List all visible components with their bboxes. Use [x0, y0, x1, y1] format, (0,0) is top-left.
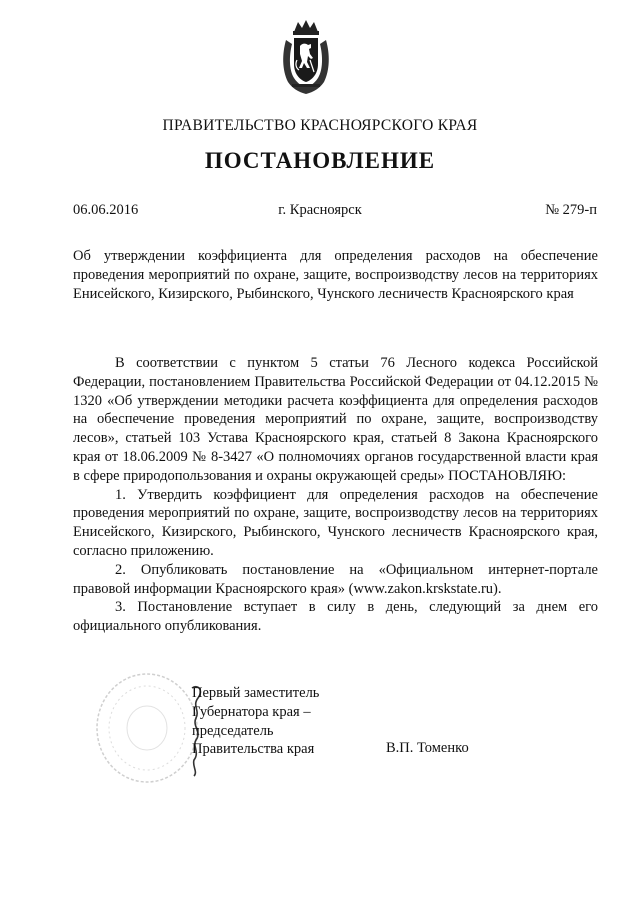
organization-name: ПРАВИТЕЛЬСТВО КРАСНОЯРСКОГО КРАЯ	[162, 117, 478, 134]
preamble-paragraph: В соответствии с пунктом 5 статьи 76 Лесного кодекса Российской Федерации, постановлением Правительства Российской Федерации от 04.12.2015 № 1320 «Об утверждении методики расчета коэффициента для определения расходов на обеспечение проведения мероприятий по охране, защите, воспроизводству лесов», статьей 103 Устава Красноярского края, статьей 8 Закона Красноярского края от 18.06.2009 № 8-3427 «О полномочиях органов государственной власти края в сфере природопользования и охраны окружающей среды» ПОСТАНОВЛЯЮ:	[73, 355, 598, 484]
signatory-name: В.П. Томенко	[386, 740, 469, 756]
signatory-title-line-3: председатель	[192, 722, 274, 739]
item-1-paragraph: 1. Утвердить коэффициент для определения расходов на обеспечение проведения мероприятий по охране, защите, воспроизводству лесов на территориях Енисейского, Кизирского, Рыбинского, Чунского лесничеств Красноярского края, согласно приложению.	[73, 486, 598, 559]
document-city: г. Красноярск	[278, 202, 362, 218]
document-body	[73, 354, 598, 636]
document-date: 06.06.2016	[73, 202, 139, 218]
document-number: № 279-п	[545, 202, 597, 218]
item-2-paragraph: 2. Опубликовать постановление на «Официальном интернет-портале правовой информации Красноярского края» (www.zakon.krskstate.ru).	[73, 561, 598, 597]
signatory-title-line-2: Губернатора края –	[192, 703, 311, 720]
item-3-paragraph: 3. Постановление вступает в силу в день, следующий за днем его официального опубликования.	[73, 599, 598, 635]
document-type-title: ПОСТАНОВЛЕНИЕ	[204, 148, 436, 173]
document-subject: Об утверждении коэффициента для определения расходов на обеспечение проведения мероприятий по охране, защите, воспроизводству лесов на территориях Енисейского, Кизирского, Рыбинского, Чунского лесничеств Красноярского края	[73, 248, 598, 302]
coat-of-arms-emblem	[280, 18, 332, 96]
signatory-title	[192, 684, 319, 759]
signatory-title-line-4: Правительства края	[192, 741, 315, 758]
signatory-title-line-1: Первый заместитель	[192, 685, 320, 701]
